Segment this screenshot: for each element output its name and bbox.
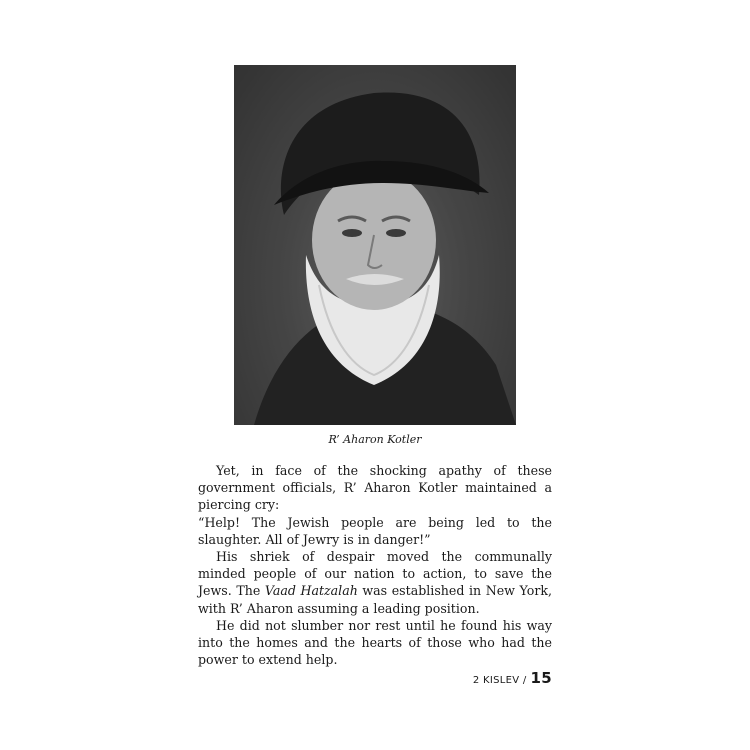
- page-footer: [473, 669, 552, 687]
- page-number: 15: [530, 669, 552, 687]
- paragraph-1: Yet, in face of the shocking apathy of these government officials, R’ Aharon Kotler maintained a piercing cry:: [198, 463, 552, 513]
- paragraph-2: “Help! The Jewish people are being led to the slaughter. All of Jewry is in danger!”: [198, 514, 552, 547]
- vaad-hatzalah-italic: Vaad Hatzalah: [264, 583, 358, 599]
- portrait-illustration: [234, 65, 516, 425]
- paragraph-3-part-2: was established in New York, with R’ Aharon assuming a leading position.: [198, 583, 552, 616]
- paragraph-3: [198, 548, 552, 617]
- body-text: [198, 462, 552, 668]
- right-eye: [386, 229, 406, 237]
- left-eye: [342, 229, 362, 237]
- photo-caption: R’ Aharon Kotler: [328, 433, 422, 446]
- paragraph-3-part-1: His shriek of despair moved the communally minded people of our nation to action, to save the Jews. The: [198, 549, 552, 599]
- portrait-photo: [234, 65, 516, 425]
- running-head: 2 KISLEV /: [472, 675, 527, 686]
- paragraph-4: He did not slumber nor rest until he found his way into the homes and the hearts of those who had the power to extend help.: [198, 617, 552, 668]
